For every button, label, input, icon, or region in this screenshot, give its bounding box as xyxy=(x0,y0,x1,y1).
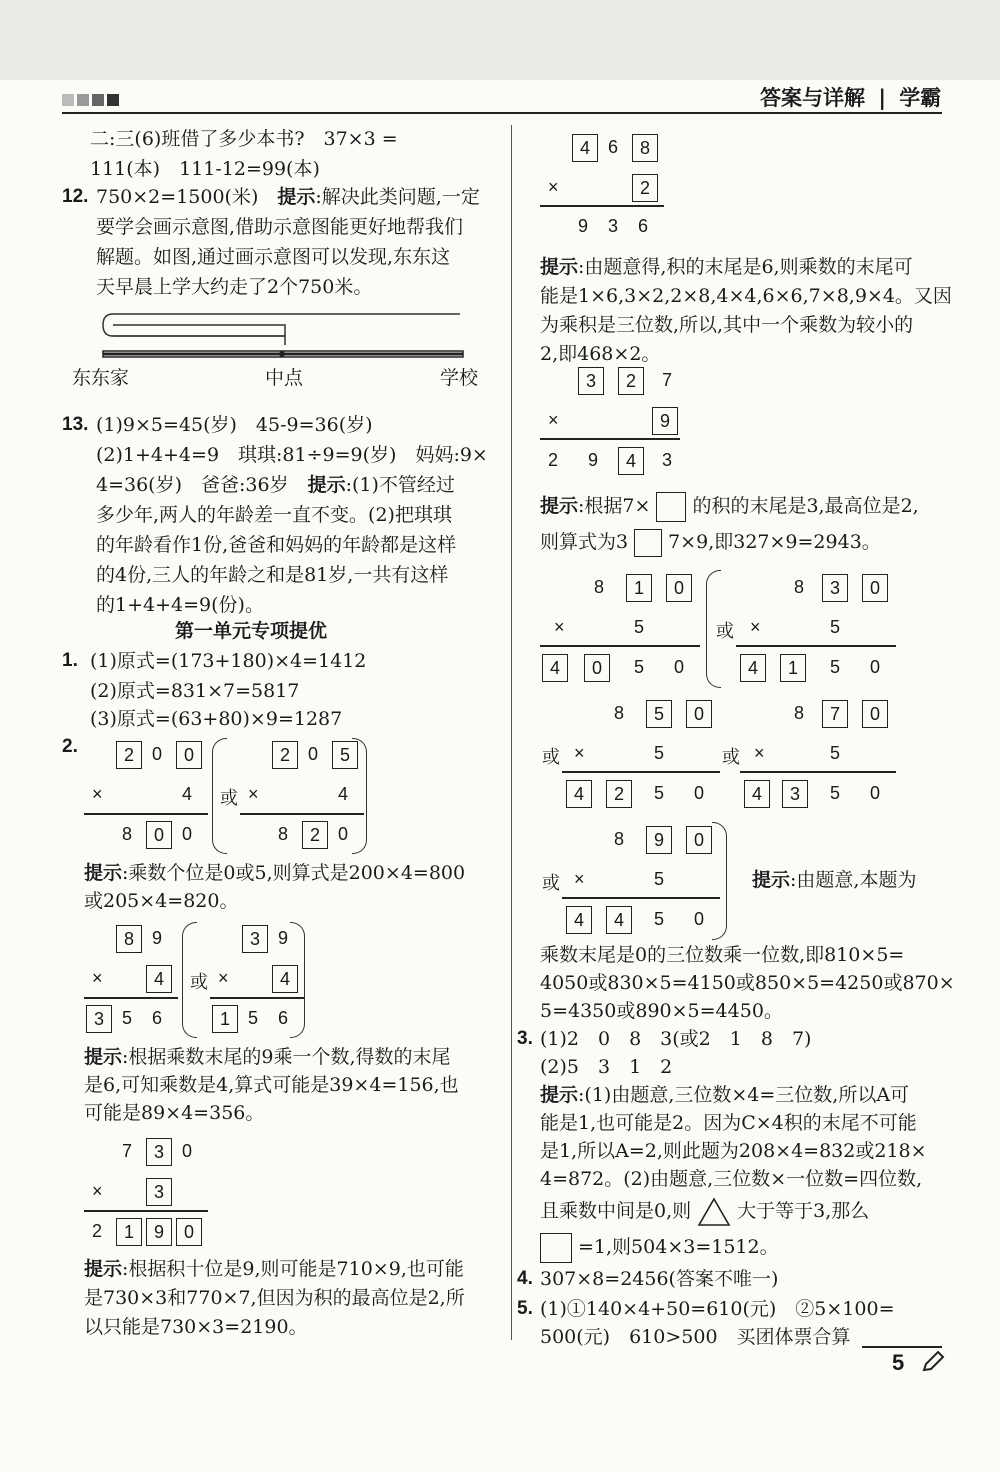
s2-number: 2. xyxy=(62,736,78,757)
tip3-line2: 是730×3和770×7,但因为积的最高位是2,所 xyxy=(84,1287,465,1309)
s3-tip2: 能是1,也可能是2。因为C×4积的末尾不可能 xyxy=(540,1112,917,1134)
tip4-line1: 提示:由题意得,积的末尾是6,则乘数的末尾可 xyxy=(540,256,913,278)
or-label-2: 或 xyxy=(190,972,208,992)
tip3-line1: 提示:根据积十位是9,则可能是710×9,也可能 xyxy=(84,1258,464,1280)
tip1-line1: 提示:乘数个位是0或5,则算式是200×4=800 xyxy=(84,862,466,884)
tip5-line1: 提示:根据7× 的积的末尾是3,最高位是2, xyxy=(540,491,919,522)
s1-c: (3)原式=(63+80)×9=1287 xyxy=(90,708,343,730)
s5-number: 5. xyxy=(517,1298,533,1319)
or-label-3: 或 xyxy=(716,621,734,641)
section-title: 第一单元专项提优 xyxy=(175,620,328,642)
s3-tip5: 且乘数中间是0,则 大于等于3,那么 xyxy=(540,1196,869,1227)
q13-number: 13. xyxy=(62,414,89,435)
tip6-line2: 乘数末尾是0的三位数乘一位数,即810×5= xyxy=(540,944,905,966)
pencil-icon xyxy=(920,1350,946,1374)
s3-b: (2)5 3 1 2 xyxy=(540,1056,673,1078)
q13-line5: 的年龄看作1份,爸爸和妈妈的年龄都是这样 xyxy=(96,534,457,556)
q13-line2: (2)1+4+4=9 琪琪:81÷9=9(岁) 妈妈:9× xyxy=(96,444,488,466)
s1-a: (1)原式=(173+180)×4=1412 xyxy=(90,650,367,672)
brand-name: 学霸 xyxy=(899,86,942,110)
route-diagram xyxy=(95,305,475,365)
s4-number: 4. xyxy=(517,1268,533,1289)
q12-line2: 要学会画示意图,借助示意图能更好地帮我们 xyxy=(96,216,464,238)
q13-line1: (1)9×5=45(岁) 45-9=36(岁) xyxy=(96,414,373,436)
diagram-mid-label: 中点 xyxy=(265,367,304,389)
s1-number: 1. xyxy=(62,650,78,671)
q11-line2: 111(本) 111-12=99(本) xyxy=(90,158,320,180)
q13-line3: 4=36(岁) 爸爸:36岁 提示:(1)不管经过 xyxy=(96,474,455,496)
q13-line6: 的4份,三人的年龄之和是81岁,一共有这样 xyxy=(96,564,449,586)
tip4-line3: 为乘积是三位数,所以,其中一个乘数为较小的 xyxy=(540,314,914,336)
s5-b: 500(元) 610>500 买团体票合算 xyxy=(540,1326,851,1348)
diagram-start-label: 东东家 xyxy=(72,367,130,389)
page-number-rule xyxy=(862,1346,942,1348)
s4-text: 307×8=2456(答案不唯一) xyxy=(540,1268,779,1290)
s3-a: (1)2 0 8 3(或2 1 8 7) xyxy=(540,1028,812,1050)
tip4-line2: 能是1×6,3×2,2×8,4×4,6×6,7×8,9×4。又因 xyxy=(540,285,952,307)
q12-line3: 解题。如图,通过画示意图可以发现,东东这 xyxy=(96,246,451,268)
tip1-line2: 或205×4=820。 xyxy=(84,890,239,912)
header-brand: 答案与详解 | 学霸 xyxy=(760,86,942,110)
tip2-line1: 提示:根据乘数末尾的9乘一个数,得数的末尾 xyxy=(84,1046,451,1068)
s1-b: (2)原式=831×7=5817 xyxy=(90,680,300,702)
tip3-line3: 以只能是730×3=2190。 xyxy=(84,1316,308,1338)
column-divider xyxy=(511,125,512,1340)
header-squares xyxy=(62,91,119,110)
q12-line4: 天早晨上学大约走了2个750米。 xyxy=(96,276,373,298)
tip6-line3: 4050或830×5=4150或850×5=4250或870× xyxy=(540,972,955,994)
brace-right xyxy=(352,738,367,854)
q13-line7: 的1+4+4=9(份)。 xyxy=(96,594,264,616)
tip5-line2: 则算式为3 7×9,即327×9=2943。 xyxy=(540,527,881,557)
page-number: 5 xyxy=(892,1350,905,1375)
q12-number: 12. xyxy=(62,186,89,207)
s3-tip4: 4=872。(2)由题意,三位数×一位数=四位数, xyxy=(540,1168,923,1190)
q11-line1: 二:三(6)班借了多少本书? 37×3 = xyxy=(90,128,398,150)
tip2-line2: 是6,可知乘数是4,算式可能是39×4=156,也 xyxy=(84,1074,459,1096)
square-icon xyxy=(540,1233,572,1263)
q12-line1: 750×2=1500(米) 提示:解决此类问题,一定 xyxy=(96,186,480,208)
tip4-line4: 2,即468×2。 xyxy=(540,343,661,365)
s3-number: 3. xyxy=(517,1028,533,1049)
triangle-icon xyxy=(697,1197,731,1227)
tip6-line1: 提示:由题意,本题为 xyxy=(752,869,917,891)
s3-tip3: 是1,所以A=2,则此题为208×4=832或218× xyxy=(540,1140,927,1162)
diagram-end-label: 学校 xyxy=(440,367,479,389)
header-strip xyxy=(0,0,1000,80)
brace-right-2 xyxy=(290,922,305,1038)
tip6-line4: 5=4350或890×5=4450。 xyxy=(540,1000,783,1022)
header-rule xyxy=(62,112,942,114)
tip2-line3: 可能是89×4=356。 xyxy=(84,1102,265,1124)
q13-line4: 多少年,两人的年龄差一直不变。(2)把琪琪 xyxy=(96,504,452,526)
or-label: 或 xyxy=(220,788,238,808)
brand-label: 答案与详解 xyxy=(760,86,865,110)
s5-a: (1)①140×4+50=610(元) ②5×100= xyxy=(540,1298,895,1320)
brace-right-4 xyxy=(712,822,727,940)
s3-tip1: 提示:(1)由题意,三位数×4=三位数,所以A可 xyxy=(540,1084,910,1106)
s3-tip6: =1,则504×3=1512。 xyxy=(540,1232,779,1263)
